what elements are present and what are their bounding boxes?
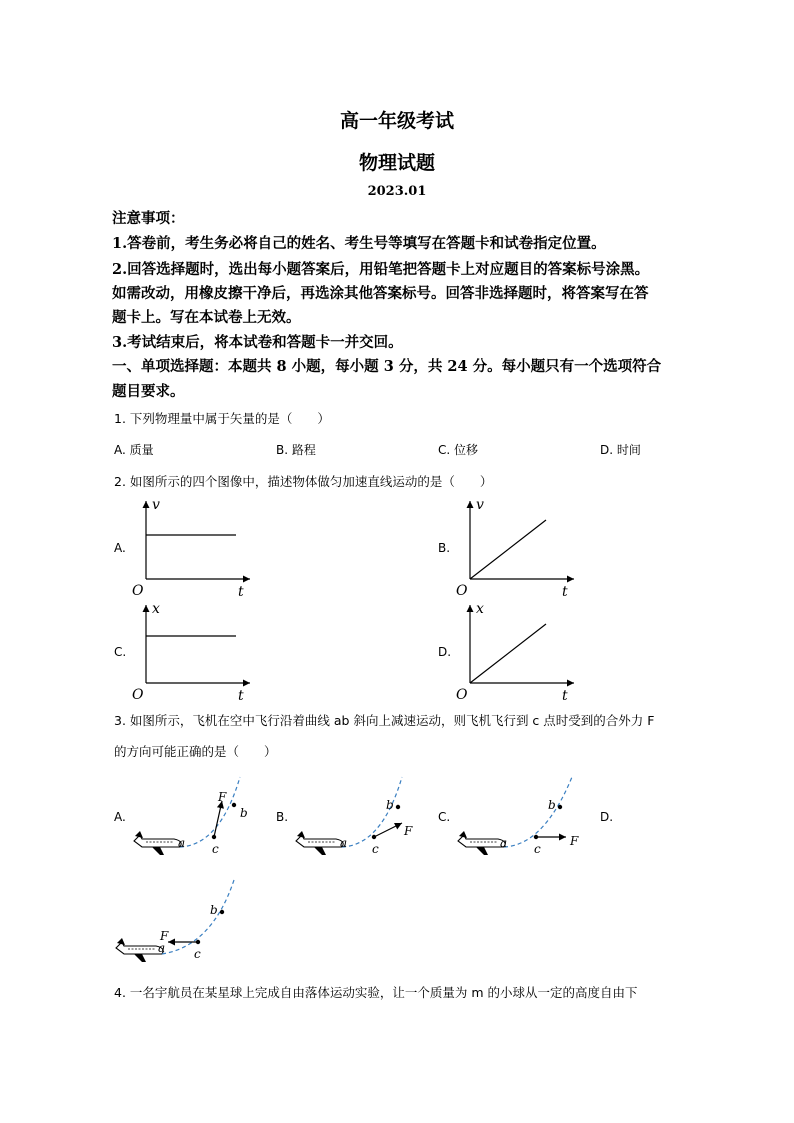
exam-date: 2023.01 <box>367 184 427 199</box>
notice-heading: 注意事项： <box>112 210 185 227</box>
q2-graph-d <box>454 599 584 704</box>
section1-line-2: 题目要求。 <box>112 383 185 400</box>
y-label: v <box>476 497 484 513</box>
q2-graph-c <box>130 599 260 704</box>
label-a: a <box>178 836 186 850</box>
notice-line-1: 1.答卷前，考生务必将自己的姓名、考生号等填写在答题卡和试卷指定位置。 <box>112 235 606 252</box>
trajectory-curve <box>180 777 240 847</box>
q2-label-a: A. <box>114 541 126 555</box>
label-a: a <box>340 836 348 850</box>
q1-stem: 1. 下列物理量中属于矢量的是（ ） <box>114 411 330 426</box>
q1-option-d: D. 时间 <box>600 443 641 457</box>
x-label: t <box>562 584 568 600</box>
airplane-icon <box>458 831 508 855</box>
airplane-icon <box>116 938 166 962</box>
q3-label-b: B. <box>276 810 289 824</box>
q2-graph-b <box>454 495 584 600</box>
label-b: b <box>548 798 556 812</box>
point-b <box>396 805 400 809</box>
notice-line-2b: 如需改动，用橡皮擦干净后，再选涂其他答案标号。回答非选择题时，将答案写在答 <box>112 285 649 302</box>
q3-label-a: A. <box>114 810 126 824</box>
q2-graph-a <box>130 495 260 600</box>
x-label: t <box>238 688 244 704</box>
force-arrow <box>214 801 222 837</box>
label-F: F <box>218 790 227 804</box>
notice-line-2a: 2.回答选择题时，选出每小题答案后，用铅笔把答题卡上对应题目的答案标号涂黑。 <box>112 261 650 278</box>
q2-label-d: D. <box>438 645 452 659</box>
point-b <box>220 910 224 914</box>
origin-label: O <box>456 687 468 703</box>
graph-line <box>470 520 546 579</box>
label-c: c <box>212 842 219 856</box>
y-label: x <box>152 601 160 617</box>
q2-label-c: C. <box>114 645 127 659</box>
x-label: t <box>238 584 244 600</box>
q1-option-b: B. 路程 <box>276 443 316 457</box>
notice-line-3: 3.考试结束后，将本试卷和答题卡一并交回。 <box>112 334 403 351</box>
q3-label-d: D. <box>600 810 614 824</box>
label-a: a <box>158 941 166 955</box>
q3-diagram-a <box>130 775 260 865</box>
airplane-icon <box>134 831 181 855</box>
label-a: a <box>500 836 508 850</box>
q1-option-c: C. 位移 <box>438 443 479 457</box>
airplane-icon <box>296 831 343 855</box>
q3-label-c: C. <box>438 810 451 824</box>
exam-title: 高一年级考试 <box>339 110 454 132</box>
x-label: t <box>562 688 568 704</box>
q4-stem: 4. 一名宇航员在某星球上完成自由落体运动实验，让一个质量为 m 的小球从一定的高度自由下 <box>114 985 638 1000</box>
label-F: F <box>160 929 169 943</box>
q2-label-b: B. <box>438 541 451 555</box>
q3-diagram-c <box>454 775 594 865</box>
label-c: c <box>372 842 379 856</box>
origin-label: O <box>132 687 144 703</box>
q2-stem: 2. 如图所示的四个图像中，描述物体做匀加速直线运动的是（ ） <box>114 474 493 489</box>
point-b <box>558 805 562 809</box>
y-label: v <box>152 497 160 513</box>
notice-line-2c: 题卡上。写在本试卷上无效。 <box>112 309 301 326</box>
q3-diagram-b <box>292 775 422 865</box>
point-b <box>232 803 236 807</box>
label-c: c <box>534 842 541 856</box>
label-b: b <box>386 798 394 812</box>
graph-line <box>470 624 546 683</box>
label-b: b <box>210 903 218 917</box>
label-F: F <box>570 834 579 848</box>
origin-label: O <box>132 583 144 599</box>
section1-line-1: 一、单项选择题：本题共 8 小题，每小题 3 分，共 24 分。每小题只有一个选项符合 <box>112 358 662 375</box>
force-arrow <box>374 823 402 837</box>
q1-option-a: A. 质量 <box>114 443 154 457</box>
q3-stem-1: 3. 如图所示，飞机在空中飞行沿着曲线 ab 斜向上减速运动，则飞机飞行到 c 点时受到的合外力 F <box>114 713 655 728</box>
label-b: b <box>240 806 248 820</box>
q3-diagram-d <box>112 878 242 970</box>
q3-stem-2: 的方向可能正确的是（ ） <box>114 744 277 759</box>
y-label: x <box>476 601 484 617</box>
origin-label: O <box>456 583 468 599</box>
label-c: c <box>194 947 201 961</box>
label-F: F <box>404 824 413 838</box>
exam-subtitle: 物理试题 <box>358 152 435 174</box>
